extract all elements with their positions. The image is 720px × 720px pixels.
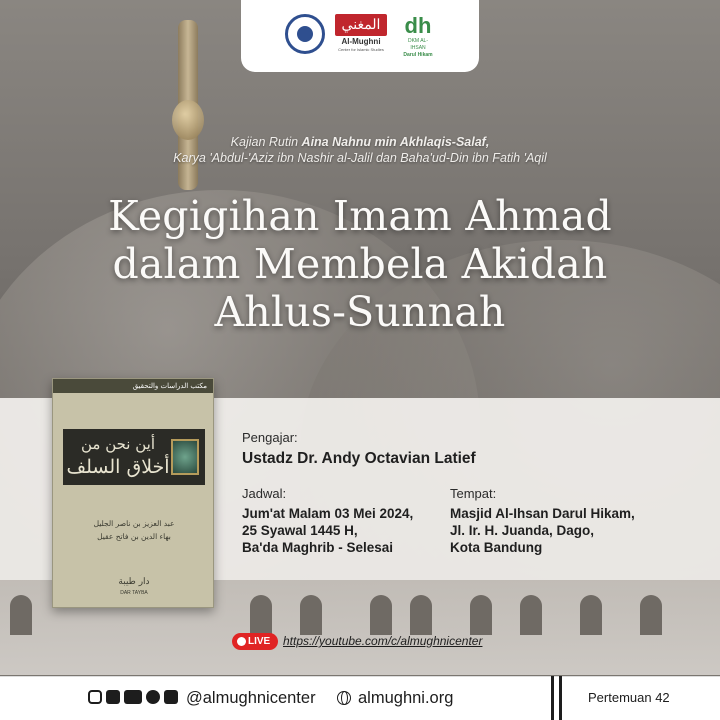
facebook-icon[interactable] bbox=[106, 690, 120, 704]
series-subtitle bbox=[0, 134, 720, 166]
teacher-name: Ustadz Dr. Andy Octavian Latief bbox=[242, 450, 476, 467]
title-line-2: dalam Membela Akidah bbox=[112, 240, 608, 288]
place-line-3: Kota Bandung bbox=[450, 540, 543, 555]
place-line-2: Jl. Ir. H. Juanda, Dago, bbox=[450, 523, 595, 538]
series-prefix: Kajian Rutin bbox=[230, 135, 302, 149]
darul-hikam-logo bbox=[401, 14, 435, 59]
meeting-number: Pertemuan 42 bbox=[588, 690, 670, 705]
book-publisher-arabic: دار طيبة bbox=[118, 577, 150, 587]
al-mughni-logo-name: Al-Mughni bbox=[341, 37, 381, 46]
arch bbox=[580, 595, 602, 635]
book-ornament bbox=[171, 439, 199, 475]
schedule-line-1: Jum'at Malam 03 Mei 2024, bbox=[242, 506, 414, 521]
title-line-1: Kegigihan Imam Ahmad bbox=[108, 192, 612, 240]
teacher-label: Pengajar: bbox=[242, 430, 298, 445]
series-authors: Karya 'Abdul-'Aziz ibn Nashir al-Jalil dan Baha'ud-Din ibn Fatih 'Aqil bbox=[173, 151, 547, 165]
arch bbox=[250, 595, 272, 635]
book-cover bbox=[52, 378, 214, 608]
book-title-arabic-2: أخلاق السلف bbox=[66, 456, 170, 478]
al-mughni-logo-subtitle: Center for Islamic Studies bbox=[338, 47, 384, 52]
series-book-title: Aina Nahnu min Akhlaqis-Salaf, bbox=[301, 135, 490, 149]
al-mughni-logo-arabic: المغني bbox=[335, 14, 387, 36]
darul-hikam-logo-line2: Darul Hikam bbox=[403, 52, 433, 58]
book-publisher-banner: مكتب الدراسات والتحقيق bbox=[53, 379, 213, 393]
logo-card bbox=[241, 0, 479, 72]
page-title bbox=[0, 192, 720, 336]
arch bbox=[300, 595, 322, 635]
place-label: Tempat: bbox=[450, 486, 497, 501]
instagram-icon[interactable] bbox=[88, 690, 102, 704]
telegram-icon[interactable] bbox=[146, 690, 160, 704]
title-line-3: Ahlus-Sunnah bbox=[214, 288, 506, 336]
book-publisher-english: DAR TAYBA bbox=[120, 590, 148, 596]
darul-hikam-logo-mark: dh bbox=[404, 13, 432, 38]
al-mughni-logo bbox=[335, 14, 387, 53]
live-dot-icon bbox=[237, 637, 246, 646]
website-link[interactable]: almughni.org bbox=[358, 689, 454, 707]
twitter-icon[interactable] bbox=[164, 690, 178, 704]
social-handle[interactable]: @almughnicenter bbox=[186, 689, 316, 707]
footer-divider bbox=[551, 676, 554, 720]
arch bbox=[10, 595, 32, 635]
arch bbox=[410, 595, 432, 635]
schedule-label: Jadwal: bbox=[242, 486, 287, 501]
arch bbox=[640, 595, 662, 635]
globe-icon bbox=[337, 691, 351, 705]
live-badge-label: LIVE bbox=[248, 636, 271, 647]
emblem-logo bbox=[285, 14, 325, 54]
arch bbox=[520, 595, 542, 635]
schedule-line-2: 25 Syawal 1445 H, bbox=[242, 523, 358, 538]
arch bbox=[470, 595, 492, 635]
live-badge bbox=[232, 633, 278, 650]
youtube-link[interactable]: https://youtube.com/c/almughnicenter bbox=[283, 634, 483, 648]
footer-divider bbox=[559, 676, 562, 720]
place-line-1: Masjid Al-Ihsan Darul Hikam, bbox=[450, 506, 635, 521]
book-title-arabic-1: أين نحن من bbox=[80, 435, 156, 453]
youtube-icon[interactable] bbox=[124, 690, 142, 704]
book-author-2: بهاء الدين بن فاتح عقيل bbox=[97, 532, 171, 541]
book-author-1: عبد العزيز بن ناصر الجليل bbox=[93, 519, 175, 528]
social-icons bbox=[88, 690, 178, 706]
series-line-1 bbox=[0, 134, 720, 150]
darul-hikam-logo-line1: DKM AL-IHSAN bbox=[407, 38, 428, 51]
schedule-line-3: Ba'da Maghrib - Selesai bbox=[242, 540, 394, 555]
arch bbox=[370, 595, 392, 635]
